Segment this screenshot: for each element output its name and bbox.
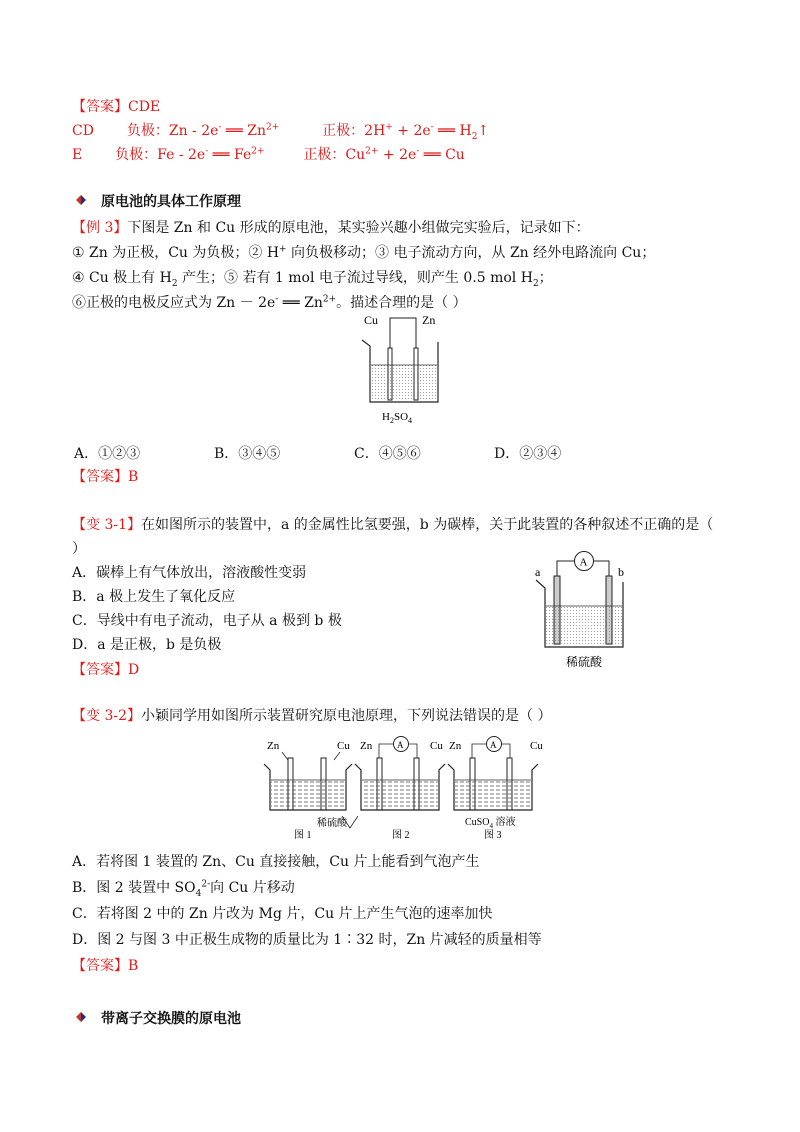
variant31-option-d: D．a 是正极，b 是负极 (72, 637, 222, 653)
example3-statement-2: ④ Cu 极上有 $H_2$ 产生；⑤ 若有 1 mol 电子流过导线，则产生 0.5 mol $H_2$； (72, 270, 553, 289)
section-title-ion-exchange-membrane: 带离子交换膜的原电池 (101, 1011, 241, 1027)
fig2-ammeter-label: A (397, 740, 404, 750)
example3-option-d: D．②③④ (494, 446, 562, 462)
fig3-cu-label: Cu (530, 740, 543, 752)
fig-a-label: a (535, 565, 541, 579)
example3-answer: 【答案】B (72, 469, 139, 485)
e-positive-electrode: 正极：$Cu^{2+} + 2e^-$ ══ Cu (303, 146, 465, 163)
variant32-tag: 【变 3-2】 (72, 708, 141, 724)
answer-cd-line (72, 121, 489, 141)
fig1-cu-label: Cu (337, 740, 350, 752)
fig-b-label: b (618, 565, 624, 579)
fig1-zn-label: Zn (267, 740, 280, 752)
variant32-option-d: D．图 2 与图 3 中正极生成物的质量比为 1∶32 时，Zn 片减轻的质量相等 (72, 932, 542, 948)
example3-option-b: B．③④⑤ (214, 446, 281, 462)
fig-zn-label: Zn (422, 313, 436, 327)
variant32-answer: 【答案】B (72, 958, 139, 974)
variant32-option-b: B．图 2 装置中 $SO_4^{2-}$向 Cu 片移动 (72, 879, 295, 899)
variant31-option-a: A．碳棒上有气体放出，溶液酸性变弱 (72, 565, 307, 581)
fig-ammeter-label: A (579, 556, 588, 569)
variant31-question-cont: ） (72, 541, 86, 557)
three-cells-figure (262, 732, 552, 844)
fig2-caption: 图 2 (392, 830, 410, 841)
variant32-question: 【变 3-2】小颖同学用如图所示装置研究原电池原理，下列说法错误的是（ ） (72, 708, 552, 724)
fig2-cu-label: Cu (430, 740, 443, 752)
example3-statement-3: ⑥正极的电极反应式为 Zn － 2e- ══ $Zn^{2+}$。描述合理的是（ ） (72, 294, 467, 311)
variant31-option-c: C．导线中有电子流动，电子从 a 极到 b 极 (72, 613, 342, 629)
fig3-zn-label: Zn (449, 740, 462, 752)
section-title-working-principle: 原电池的具体工作原理 (101, 194, 241, 210)
example3-option-c: C．④⑤⑥ (354, 446, 421, 462)
answer-cde: 【答案】CDE (72, 99, 161, 115)
fig1-caption: 图 1 (294, 830, 312, 841)
cd-negative-electrode: 负极：Zn - 2e- ══ $Zn^{2+}$ (126, 122, 280, 139)
answer-e-line (72, 145, 465, 165)
variant31-tag: 【变 3-1】 (72, 517, 141, 533)
example3-intro: 【例 3】下图是 Zn 和 Cu 形成的原电池，某实验兴趣小组做完实验后，记录如下： (72, 220, 590, 236)
fig3-caption: 图 3 (484, 830, 502, 841)
variant32-option-c: C．若将图 2 中的 Zn 片改为 Mg 片，Cu 片上产生气泡的速率加快 (72, 906, 493, 922)
section-bullet-icon (75, 194, 87, 206)
example3-tag: 【例 3】 (72, 220, 128, 236)
zn-cu-cell-figure (350, 310, 450, 428)
fig2-zn-label: Zn (360, 740, 373, 752)
e-prefix: E (72, 147, 83, 163)
variant32-option-a: A．若将图 1 装置的 Zn、Cu 直接接触，Cu 片上能看到气泡产生 (72, 854, 480, 870)
example3-option-a: A．①②③ (74, 446, 141, 462)
fig-dilute-acid-label: 稀硫酸 (566, 655, 603, 669)
fig-cuso4-label: CuSO$_4$ 溶液 (465, 817, 516, 830)
variant31-answer: 【答案】D (72, 662, 140, 678)
cd-positive-electrode: 正极：2H+ + 2e- ══ $H_2↑$ (322, 122, 490, 142)
cd-prefix: CD (72, 123, 94, 139)
fig-dilute-acid-label: 稀硫酸 (317, 818, 347, 829)
example3-statement-1: ① Zn 为正极，Cu 为负极；② H+ 向负极移动；③ 电子流动方向，从 Zn 经外电路流向 Cu； (72, 244, 656, 261)
section-bullet-icon (75, 1011, 87, 1023)
variant31-question: 【变 3-1】在如图所示的装置中，a 的金属性比氢要强，b 为碳棒，关于此装置的各种叙述不正确的是（ (72, 517, 714, 533)
fig3-ammeter-label: A (490, 740, 497, 750)
variant31-option-b: B．a 极上发生了氧化反应 (72, 589, 236, 605)
e-negative-electrode: 负极：Fe - 2e- ══ $Fe^{2+}$ (115, 146, 265, 163)
ab-cell-figure (530, 546, 640, 674)
fig-h2so4-label: $H_2SO_4$ (382, 411, 413, 425)
fig-cu-label: Cu (364, 313, 379, 327)
